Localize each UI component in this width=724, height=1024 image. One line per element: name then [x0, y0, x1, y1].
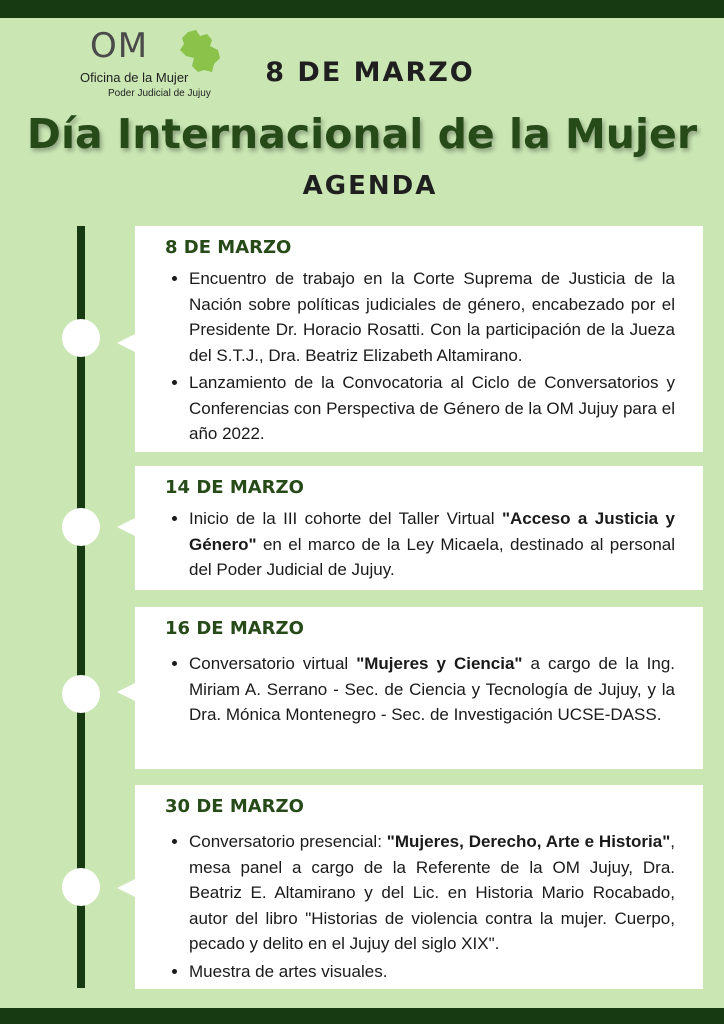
- event-card: [135, 607, 703, 769]
- om-logo: [78, 26, 238, 106]
- event-item: [189, 651, 675, 728]
- item-bold-text: "Mujeres, Derecho, Arte e Historia": [386, 832, 671, 851]
- item-bold-text: "Mujeres y Ciencia": [356, 654, 523, 673]
- event-card: [135, 785, 703, 989]
- logo-mark: OM: [90, 26, 149, 66]
- agenda-heading: AGENDA: [302, 171, 438, 201]
- event-items: [165, 266, 675, 447]
- event-card: [135, 466, 703, 590]
- item-text: , mesa panel a cargo de la Referente de la OM Jujuy, Dra. Beatriz E. Altamirano y del Lic. en Historia Mario Rocabado, autor del libro "Historias de violencia contra la mujer. Cuerpo, pecado y delito en el Jujuy del siglo XIX".: [189, 832, 676, 953]
- event-date: 16 DE MARZO: [165, 618, 304, 639]
- event-item: [189, 370, 675, 447]
- logo-line2: Poder Judicial de Jujuy: [108, 88, 211, 99]
- item-text: Inicio de la III cohorte del Taller Virtual: [189, 509, 502, 528]
- jujuy-map-icon: [174, 28, 224, 74]
- event-item: [189, 506, 675, 583]
- timeline-dot: [62, 675, 100, 713]
- top-border: [0, 0, 724, 18]
- item-text: a cargo de la Ing. Miriam A. Serrano - Sec. de Ciencia y Tecnología de Jujuy, y la Dra. Mónica Montenegro - Sec. de Investigación UCSE-DASS.: [189, 654, 675, 724]
- header-date: 8 DE MARZO: [265, 57, 475, 88]
- timeline-dot: [62, 868, 100, 906]
- event-date: 14 DE MARZO: [165, 477, 304, 498]
- event-items: [165, 651, 675, 728]
- event-items: [165, 829, 675, 984]
- item-bold-text: "Acceso a Justicia y Género": [189, 509, 675, 554]
- event-item: [189, 829, 675, 957]
- item-text: Conversatorio presencial:: [189, 832, 387, 851]
- timeline-dot: [62, 319, 100, 357]
- event-date: 8 DE MARZO: [165, 237, 292, 258]
- item-text: en el marco de la Ley Micaela, destinado al personal del Poder Judicial de Jujuy.: [189, 534, 675, 579]
- item-text: Encuentro de trabajo en la Corte Suprema de Justicia de la Nación sobre políticas judiciales de género, encabezado por el Presidente Dr. Horacio Rosatti. Con la participación de la Jueza del S.T.J., Dra. Beatriz Elizabeth Altamirano.: [189, 269, 675, 365]
- bottom-border: [0, 1008, 724, 1024]
- event-card: [135, 226, 703, 452]
- event-item: [189, 266, 675, 368]
- event-date: 30 DE MARZO: [165, 796, 304, 817]
- timeline-dot: [62, 508, 100, 546]
- item-text: Lanzamiento de la Convocatoria al Ciclo de Conversatorios y Conferencias con Perspectiva de Género de la OM Jujuy para el año 2022.: [189, 373, 675, 443]
- logo-line1: Oficina de la Mujer: [80, 70, 189, 85]
- event-items: [165, 506, 675, 583]
- item-text: Muestra de artes visuales.: [189, 961, 388, 981]
- item-text: Conversatorio virtual: [189, 654, 357, 673]
- event-item: [189, 959, 675, 985]
- page-title: Día Internacional de la Mujer: [26, 110, 698, 158]
